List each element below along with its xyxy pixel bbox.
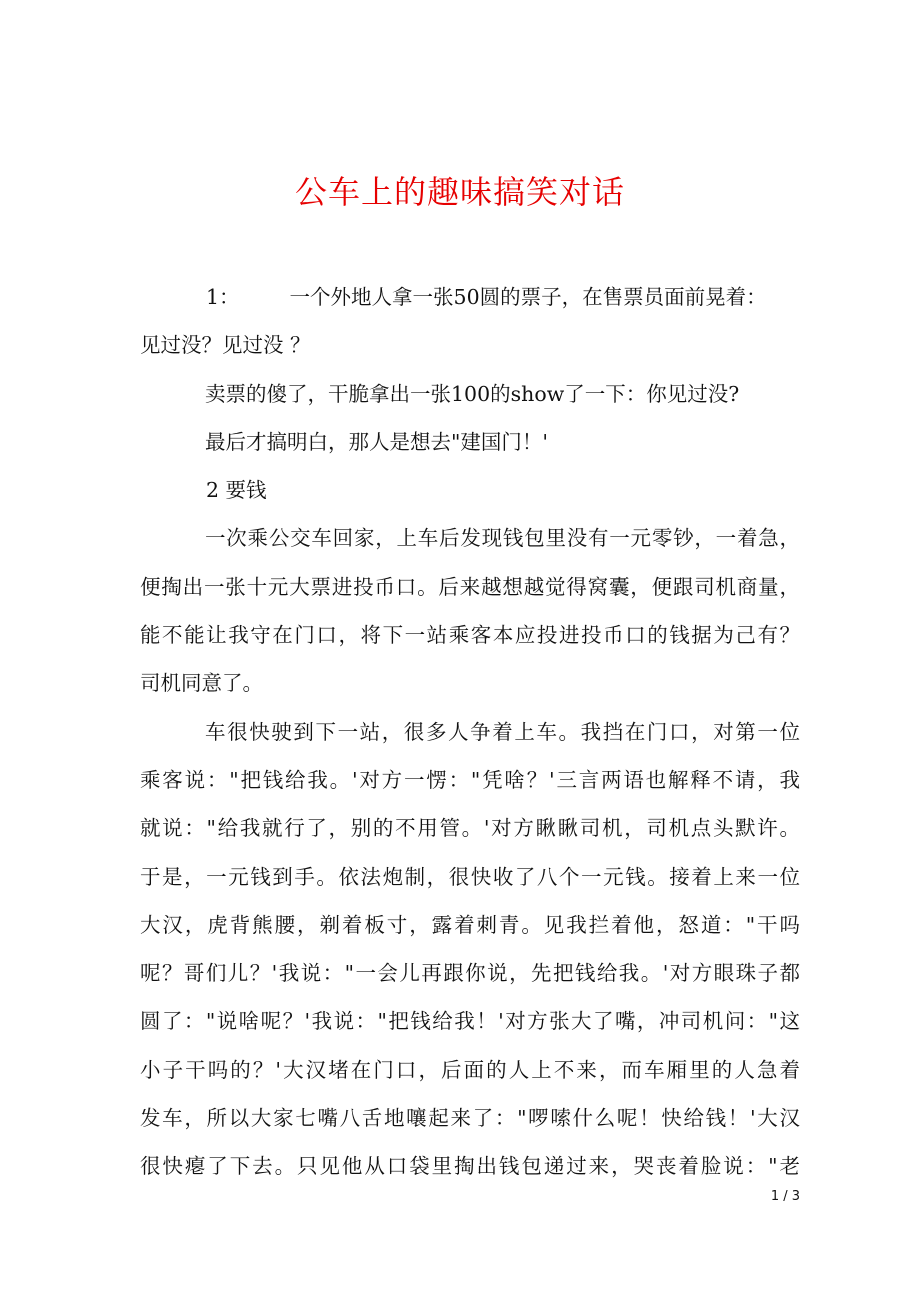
paragraph-line: 大汉，虎背熊腰，剃着板寸，露着刺青。见我拦着他，怒道："干吗 <box>140 912 800 937</box>
paragraph-line: 乘客说："把钱给我。'对方一愣："凭啥？'三言两语也解释不请，我 <box>140 767 800 792</box>
section-2-paragraph-1 <box>140 514 800 707</box>
paragraph-line: 一次乘公交车回家，上车后发现钱包里没有一元零钞，一着急， <box>205 526 800 551</box>
section-1-number: 1： <box>206 285 240 309</box>
paragraph-line: 发车，所以大家七嘴八舌地嚷起来了："啰嗦什么呢！快给钱！'大汉 <box>140 1106 800 1131</box>
paragraph-line: 圆了："说啥呢？'我说："把钱给我！'对方张大了嘴，冲司机问："这 <box>140 1009 800 1034</box>
section-2-heading: 2 要钱 <box>206 478 267 503</box>
section-1-line-2: 见过没？见过没 ？ <box>140 333 311 358</box>
section-1-line-1 <box>140 273 800 321</box>
section-1-line-3: 卖票的傻了，干脆拿出一张100的show了一下：你见过没? <box>205 381 740 406</box>
paragraph-line: 呢？哥们儿？'我说："一会儿再跟你说，先把钱给我。'对方眼珠子都 <box>140 961 800 986</box>
paragraph-line: 小子干吗的？'大汉堵在门口，后面的人上不来，而车厢里的人急着 <box>140 1057 800 1082</box>
document-title: 公车上的趣味搞笑对话 <box>294 173 625 212</box>
paragraph-line: 很快瘪了下去。只见他从口袋里掏出钱包递过来，哭丧着脸说："老 <box>140 1154 800 1179</box>
section-2-paragraph-2 <box>140 708 800 1191</box>
section-1-line-4: 最后才搞明白，那人是想去"建国门！' <box>205 429 549 454</box>
paragraph-line: 便掏出一张十元大票进投币口。后来越想越觉得窝囊，便跟司机商量， <box>140 574 800 599</box>
paragraph-line: 车很快驶到下一站，很多人争着上车。我挡在门口，对第一位 <box>205 719 800 744</box>
section-1-text: 一个外地人拿一张50圆的票子，在售票员面前晃着： <box>289 285 767 309</box>
document-body <box>140 273 800 1191</box>
paragraph-line: 于是，一元钱到手。依法炮制，很快收了八个一元钱。接着上来一位 <box>140 864 800 889</box>
paragraph-line: 能不能让我守在门口，将下一站乘客本应投进投币口的钱据为己有？ <box>140 623 800 648</box>
page-number: 1 / 3 <box>770 1189 800 1204</box>
paragraph-line: 司机同意了。 <box>140 671 263 696</box>
paragraph-line: 就说："给我就行了，别的不用管。'对方瞅瞅司机，司机点头默许。 <box>140 816 800 841</box>
